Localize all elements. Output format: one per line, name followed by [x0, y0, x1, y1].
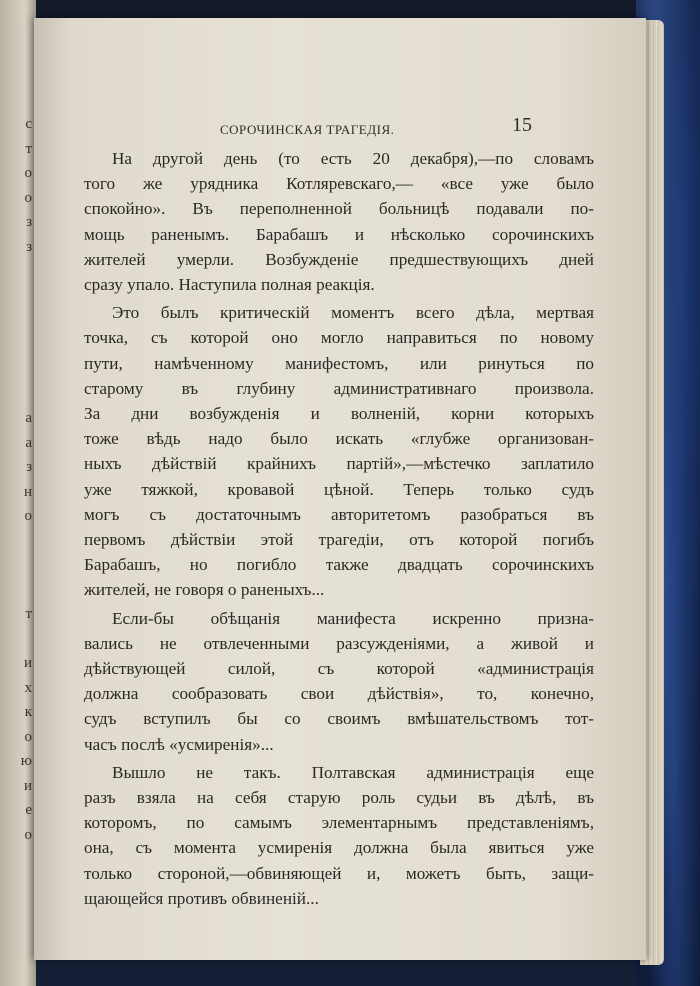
paragraph [84, 606, 594, 757]
text-line: уже тяжкой, кровавой цѣной. Теперь только судъ [84, 479, 594, 499]
text-line: щающейся противъ обвиненій... [84, 888, 319, 908]
text-line: только стороной,—обвиняющей и, можетъ быть, защи- [84, 863, 594, 883]
text-line: вались не отвлеченными разсужденіями, а живой и [84, 633, 594, 653]
text-line: сразу упало. Наступила полная реакція. [84, 275, 375, 295]
facing-page-fragment: з [26, 238, 32, 255]
facing-page-fragment: з [26, 459, 32, 475]
paragraph [84, 760, 594, 911]
body-text [84, 146, 594, 911]
facing-page-fragment: и [23, 777, 32, 794]
book-page [34, 18, 646, 960]
facing-page-fragment: з [26, 214, 32, 230]
facing-page-fragment: е [25, 802, 32, 818]
text-line: мощь раненымъ. Барабашъ и нѣсколько сорочинскихъ [84, 224, 594, 244]
facing-page-fragment: о [24, 728, 32, 745]
facing-page-fragment: т [25, 140, 32, 157]
text-line: дѣйствующей силой, съ которой «администрація [84, 659, 594, 679]
facing-page-fragment: с [25, 116, 32, 132]
text-line: разъ взяла на себя старую роль судьи въ дѣлѣ, въ [84, 788, 594, 808]
text-line: точка, съ которой оно могло направиться по новому [84, 328, 594, 348]
facing-page [0, 0, 36, 986]
text-line: судъ вступилъ бы со своимъ вмѣшательствомъ тот- [84, 709, 594, 729]
text-line: Барабашъ, но погибло также двадцать сорочинскихъ [84, 555, 594, 575]
text-line: жителей, не говоря о раненыхъ... [84, 580, 325, 600]
facing-page-fragment: о [24, 189, 32, 206]
text-line: жителей умерли. Возбужденіе предшествующихъ дней [84, 249, 594, 269]
facing-page-fragment: н [23, 483, 32, 500]
facing-page-fragment: ю [20, 753, 32, 769]
text-line: Это былъ критическій моментъ всего дѣла, мертвая [112, 303, 594, 323]
text-line: пути, намѣченному манифестомъ, или ринуться по [84, 353, 594, 373]
running-head: СОРОЧИНСКАЯ ТРАГЕДІЯ. [220, 122, 395, 137]
text-line: должна сообразовать свои дѣйствія», то, конечно, [84, 684, 594, 704]
text-line: часъ послѣ «усмиренія»... [84, 734, 274, 754]
text-line: Вышло не такъ. Полтавская администрація еще [112, 762, 594, 782]
text-line: спокойно». Въ переполненной больницѣ подавали по- [84, 199, 594, 219]
text-line: которомъ, по самымъ элементарнымъ представленіямъ, [84, 813, 594, 833]
facing-page-fragment: о [24, 165, 32, 181]
facing-page-fragment: х [24, 679, 32, 696]
text-line: могъ съ достаточнымъ авторитетомъ разобраться въ [84, 504, 594, 524]
facing-page-fragment: о [24, 508, 32, 524]
text-line: первомъ дѣйствіи этой трагедіи, отъ которой погибъ [84, 530, 594, 550]
text-line: тоже вѣдь надо было искать «глубже организован- [84, 429, 594, 449]
facing-page-fragment: к [24, 704, 32, 720]
paragraph [84, 146, 594, 297]
facing-page-fragment: а [25, 434, 32, 451]
text-line: старому въ глубину административнаго произвола. [84, 378, 594, 398]
text-line: ныхъ дѣйствій крайнихъ партій»,—мѣстечко заплатило [84, 454, 594, 474]
text-line: Если-бы обѣщанія манифеста искренно призна- [112, 608, 594, 628]
facing-page-fragment: т [25, 606, 32, 622]
text-line: того же урядника Котляревскаго,— «все уже было [84, 174, 594, 194]
text-line: На другой день (то есть 20 декабря),—по словамъ [112, 149, 594, 168]
facing-page-fragment: и [23, 655, 32, 671]
facing-page-fragment: а [25, 410, 32, 426]
text-line: она, съ момента усмиренія должна была явиться уже [84, 838, 594, 858]
page-number: 15 [512, 114, 532, 136]
text-line: За дни возбужденія и волненій, корни которыхъ [84, 404, 594, 424]
facing-page-fragment: о [24, 826, 32, 843]
paragraph [84, 300, 594, 602]
